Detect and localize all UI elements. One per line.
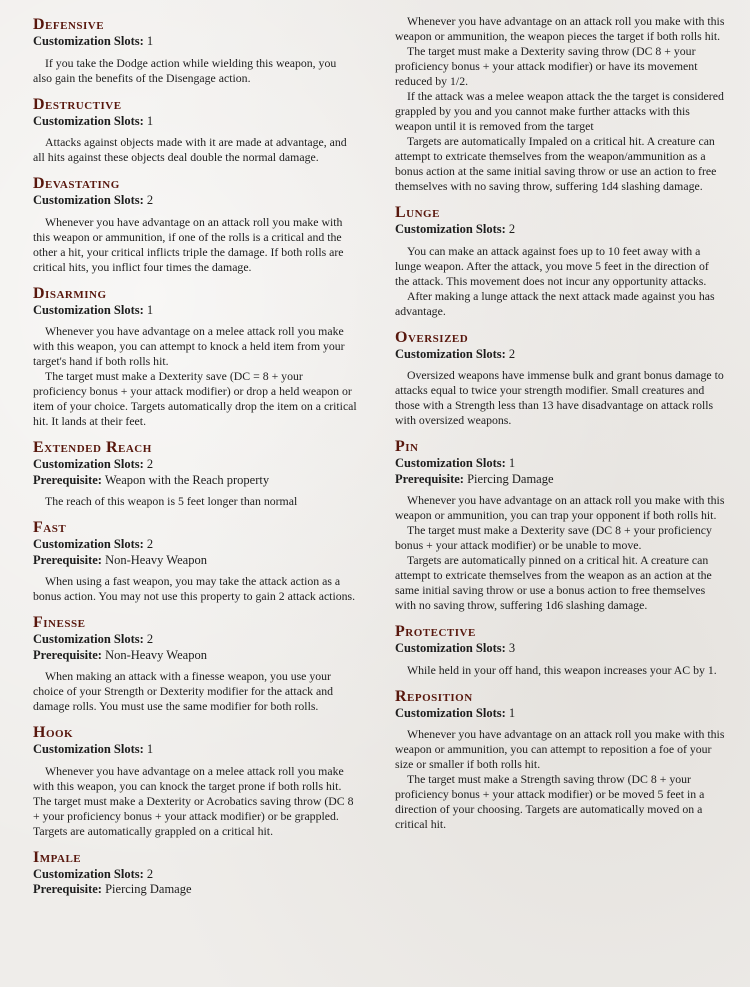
meta-line — [33, 193, 358, 209]
meta-line — [33, 553, 358, 569]
property-entry-finesse — [33, 604, 358, 714]
body-paragraph: The target must make a Dexterity saving throw (DC 8 + your proficiency bonus + your attack modifier) or have its movement reduced by 1/2. — [395, 44, 698, 88]
meta-label: Customization Slots: — [395, 705, 506, 720]
property-entry-extended-reach — [33, 429, 358, 509]
property-heading: Destructive — [33, 95, 122, 113]
spacer — [395, 319, 725, 329]
meta-label: Customization Slots: — [395, 641, 506, 655]
body-paragraph: Whenever you have advantage on an attack roll you make with this weapon or ammunition, you can trap your opponent if both rolls hit. — [395, 493, 725, 522]
meta-value: 2 — [508, 346, 516, 361]
body-paragraph: If you take the Dodge action while wielding this weapon, you also gain the benefits of the Disengage action. — [33, 55, 337, 85]
body-paragraph: Whenever you have advantage on an attack roll you make with this weapon or ammunition, you can attempt to reposition a foe of your size or smaller if both rolls hit. — [395, 727, 725, 771]
meta-value: Weapon with the Reach property — [104, 472, 270, 487]
body-paragraph: Whenever you have advantage on an attack roll you make with this weapon or ammunition, if one of the rolls is a critical and the other a hit, your critical inflicts triple the damage. If both rolls are critical hits, you inflict four times the damage. — [33, 214, 344, 274]
property-entry-oversized — [395, 319, 725, 429]
meta-label: Customization Slots: — [33, 632, 144, 646]
meta-value: Piercing Damage — [105, 882, 192, 896]
meta-line — [33, 457, 358, 473]
property-entry-devastating — [33, 165, 358, 275]
meta-label: Customization Slots: — [33, 113, 144, 128]
meta-line — [33, 473, 358, 489]
property-heading: Extended Reach — [33, 439, 152, 456]
property-entry-disarming — [33, 275, 358, 430]
meta-line — [33, 742, 358, 758]
meta-line — [395, 347, 725, 363]
spacer — [33, 165, 358, 175]
meta-label: Customization Slots: — [33, 742, 144, 756]
meta-label: Prerequisite: — [33, 552, 102, 567]
property-entry-fast — [33, 509, 358, 604]
meta-value: 2 — [508, 222, 516, 236]
spacer — [33, 604, 358, 614]
body-paragraph: Targets are automatically pinned on a critical hit. A creature can attempt to extricate themselves from the weapon as an action at the same initial saving throw or use a bonus action to free themselves with no saving throw, suffering 1d6 slashing damage. — [395, 553, 712, 612]
property-heading: Finesse — [33, 614, 86, 631]
meta-value: 2 — [146, 866, 154, 881]
meta-value: Non-Heavy Weapon — [105, 552, 207, 567]
spacer — [33, 275, 358, 285]
property-heading: Protective — [395, 623, 476, 640]
body-paragraph: While held in your off hand, this weapon increases your AC by 1. — [407, 662, 717, 677]
meta-label: Prerequisite: — [33, 882, 102, 896]
property-entry-impale — [33, 839, 358, 898]
meta-label: Customization Slots: — [33, 457, 144, 471]
meta-value: 2 — [146, 193, 154, 207]
meta-value: 2 — [146, 537, 154, 551]
meta-value: Non-Heavy Weapon — [105, 647, 207, 662]
property-heading: Hook — [33, 724, 74, 741]
spacer — [33, 509, 358, 519]
property-heading: Reposition — [395, 687, 473, 705]
body-paragraph: If the attack was a melee weapon attack the the target is considered grappled by you and you cannot make further attacks with this weapon until it is removed from the target — [395, 89, 724, 133]
meta-line — [33, 34, 358, 50]
body-paragraph: Whenever you have advantage on a melee attack roll you make with this weapon, you can knock the target prone if both rolls hit. The target must make a Dexterity or Acrobatics saving throw (DC 8 + your proficiency bonus + your attack modifier) or be grappled. Targets are automatically grappled on a critical hit. — [33, 763, 354, 838]
property-heading: Pin — [395, 438, 419, 455]
meta-label: Customization Slots: — [33, 302, 144, 317]
meta-line — [33, 537, 358, 553]
meta-value: 1 — [146, 302, 154, 317]
meta-value: 1 — [508, 705, 516, 720]
body-paragraph: Whenever you have advantage on an attack roll you make with this weapon or ammunition, the weapon pieces the target if both rolls hit. — [395, 14, 725, 43]
meta-value: 1 — [146, 34, 154, 48]
meta-line — [395, 641, 725, 657]
body-paragraph: When making an attack with a finesse weapon, you use your choice of your Strength or Dexterity modifier for the attack and damage rolls. You must use the same modifier for both rolls. — [33, 669, 334, 713]
body-paragraph: The target must make a Dexterity save (DC = 8 + your proficiency bonus + your attack modifier) or drop a held weapon or item of your choice. Targets automatically drop the item on a critical hit. It lands at their feet. — [33, 369, 357, 428]
meta-value: 3 — [508, 641, 516, 655]
property-heading: Impale — [33, 848, 82, 866]
body-paragraph: You can make an attack against foes up to 10 feet away with a lunge weapon. After the attack, you move 5 feet in the direction of the attack. This movement does not incur any opportunity attacks. — [395, 243, 709, 288]
body-paragraph: The target must make a Dexterity save (DC 8 + your proficiency bonus + your attack modifier) or be unable to move. — [395, 523, 712, 552]
meta-label: Customization Slots: — [33, 866, 144, 881]
property-heading: Devastating — [33, 175, 120, 192]
meta-label: Customization Slots: — [395, 456, 506, 470]
property-heading: Disarming — [33, 284, 107, 302]
spacer — [395, 678, 725, 688]
property-entry-lunge — [395, 194, 725, 319]
meta-value: 1 — [146, 742, 154, 756]
meta-value: 2 — [146, 457, 154, 471]
meta-line — [395, 456, 725, 472]
meta-line — [33, 648, 358, 664]
body-paragraph: When using a fast weapon, you may take the attack action as a bonus action. You may not use this property to gain 2 attack actions. — [33, 574, 356, 603]
body-paragraph: The reach of this weapon is 5 feet longer than normal — [45, 494, 298, 508]
meta-line — [33, 632, 358, 648]
meta-line — [395, 472, 725, 488]
meta-label: Prerequisite: — [33, 472, 102, 487]
meta-line — [33, 114, 358, 130]
property-heading: Lunge — [395, 204, 440, 221]
body-paragraph: Targets are automatically Impaled on a critical hit. A creature can attempt to extricate themselves from the weapon/ammunition as a bonus action at the same initial saving throw or use an action to free themselves with no saving throw, suffering 1d4 slashing damage. — [395, 134, 717, 193]
spacer — [395, 428, 725, 438]
meta-line — [33, 882, 358, 898]
meta-label: Customization Slots: — [395, 346, 506, 361]
meta-label: Customization Slots: — [33, 34, 144, 48]
meta-line — [395, 222, 725, 238]
property-heading: Oversized — [395, 328, 469, 346]
property-entry-protective — [395, 613, 725, 678]
meta-label: Customization Slots: — [33, 193, 144, 207]
spacer — [33, 429, 358, 439]
property-entry-destructive — [33, 86, 358, 166]
meta-line — [395, 706, 725, 722]
spacer — [395, 613, 725, 623]
body-paragraph: Whenever you have advantage on a melee attack roll you make with this weapon, you can attempt to knock a held item from your target's hand if both rolls hit. — [33, 324, 345, 368]
left-column — [33, 16, 358, 898]
meta-value: 2 — [146, 632, 154, 646]
meta-label: Customization Slots: — [33, 537, 144, 551]
meta-value: 1 — [508, 456, 516, 470]
spacer — [33, 839, 358, 849]
spacer — [395, 194, 725, 204]
body-paragraph: The target must make a Strength saving throw (DC 8 + your proficiency bonus + your attack modifier) or be moved 5 feet in a direction of your choosing. Targets are automatically moved on a critical hit. — [395, 772, 705, 831]
property-entry-reposition — [395, 678, 725, 833]
meta-line — [33, 303, 358, 319]
meta-value: Piercing Damage — [467, 471, 554, 486]
property-heading: Defensive — [33, 16, 105, 33]
spacer — [33, 86, 358, 96]
meta-line — [33, 867, 358, 883]
body-paragraph: Attacks against objects made with it are made at advantage, and all hits against these objects deal double the normal damage. — [33, 135, 347, 164]
spacer — [33, 714, 358, 724]
meta-label: Prerequisite: — [33, 647, 102, 662]
meta-label: Customization Slots: — [395, 222, 506, 236]
meta-label: Prerequisite: — [395, 471, 464, 486]
property-heading: Fast — [33, 519, 67, 536]
body-paragraph: Oversized weapons have immense bulk and grant bonus damage to attacks equal to twice your strength modifier. Small creatures and those with a Strength less than 13 have disadvantage on attack rolls with oversized weapons. — [395, 368, 724, 427]
property-entry-hook — [33, 714, 358, 839]
property-entry-defensive — [33, 16, 358, 86]
right-column — [395, 14, 725, 832]
meta-value: 1 — [146, 113, 154, 128]
body-paragraph: After making a lunge attack the next attack made against you has advantage. — [395, 288, 715, 318]
property-entry-pin — [395, 428, 725, 613]
